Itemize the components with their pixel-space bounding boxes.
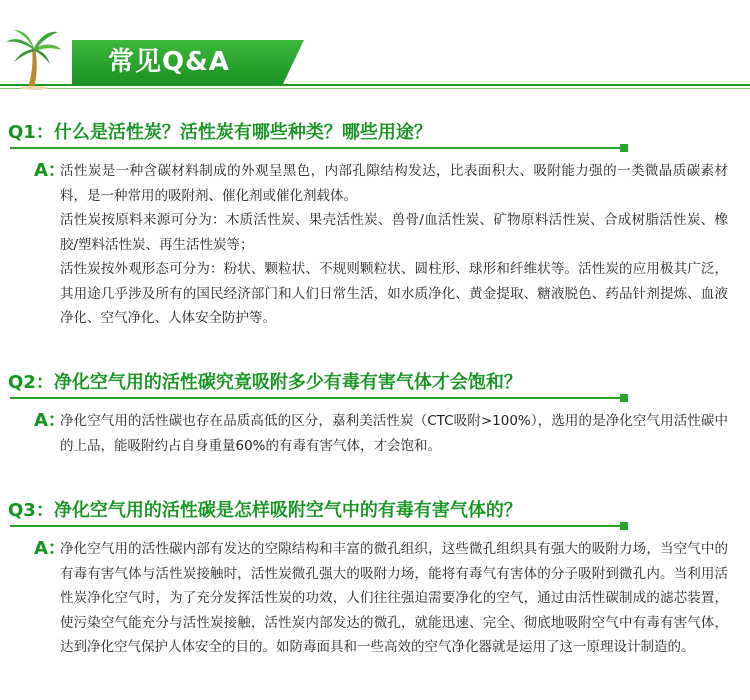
header-divider-thin xyxy=(0,88,750,89)
question-underline-end xyxy=(620,394,628,402)
answer-label: A： xyxy=(34,538,66,559)
question-row xyxy=(0,366,750,402)
qa-block-1 xyxy=(0,116,750,326)
question-underline xyxy=(10,147,624,149)
question-underline-end xyxy=(620,522,628,530)
answer-body xyxy=(60,537,728,660)
palm-tree-icon xyxy=(4,28,64,90)
qa-block-2 xyxy=(0,366,750,454)
question-row xyxy=(0,116,750,152)
question-underline xyxy=(10,397,624,399)
answer-paragraph: 活性炭是一种含碳材料制成的外观呈黑色，内部孔隙结构发达，比表面积大、吸附能力强的一类微晶质碳素材料，是一种常用的吸附剂、催化剂或催化剂载体。 xyxy=(60,163,728,204)
question-underline xyxy=(10,525,624,527)
question-underline-end xyxy=(620,144,628,152)
question-title: Q3：净化空气用的活性碳是怎样吸附空气中的有毒有害气体的？ xyxy=(8,500,522,521)
title-banner xyxy=(72,36,312,86)
qa-block-3 xyxy=(0,494,750,655)
question-title: Q1：什么是活性炭？活性炭有哪些种类？哪些用途？ xyxy=(8,122,432,143)
question-title: Q2：净化空气用的活性碳究竟吸附多少有毒有害气体才会饱和？ xyxy=(8,372,522,393)
answer-label: A： xyxy=(34,160,66,181)
answer-paragraph: 净化空气用的活性碳内部有发达的空隙结构和丰富的微孔组织，这些微孔组织具有强大的吸附力场，当空气中的有毒有害气体与活性炭接触时，活性炭微孔强大的吸附力场，能将有毒气有害体的分子吸附到微孔内。当利用活性炭净化空气时，为了充分发挥活性炭的功效，人们往往强迫需要净化的空气，通过由活性碳制成的滤芯装置，使污染空气能充分与活性炭接触，活性炭内部发达的微孔，就能迅速、完全、彻底地吸附空气中有毒有害气体，达到净化空气保护人体安全的目的。如防毒面具和一些高效的空气净化器就是运用了这一原理设计制造的。 xyxy=(60,541,728,655)
answer-paragraph: 活性炭按外观形态可分为：粉状、颗粒状、不规则颗粒状、圆柱形、球形和纤维状等。活性炭的应用极其广泛，其用途几乎涉及所有的国民经济部门和人们日常生活，如水质净化、黄金提取、糖液脱色、药品针剂提炼、血液净化、空气净化、人体安全防护等。 xyxy=(60,261,728,326)
question-row xyxy=(0,494,750,530)
answer-body xyxy=(60,409,728,458)
answer-paragraph: 净化空气用的活性碳也存在品质高低的区分，嘉利美活性炭（CTC吸附>100%），选用的是净化空气用活性碳中的上品，能吸附约占自身重量60%的有毒有害气体，才会饱和。 xyxy=(60,413,728,454)
page-title: 常见Q&A xyxy=(108,47,230,77)
header xyxy=(0,0,750,100)
answer-paragraph: 活性炭按原料来源可分为：木质活性炭、果壳活性炭、兽骨/血活性炭、矿物原料活性炭、合成树脂活性炭、橡胶/塑料活性炭、再生活性炭等； xyxy=(60,212,728,253)
answer-label: A： xyxy=(34,410,66,431)
answer-body xyxy=(60,159,728,331)
